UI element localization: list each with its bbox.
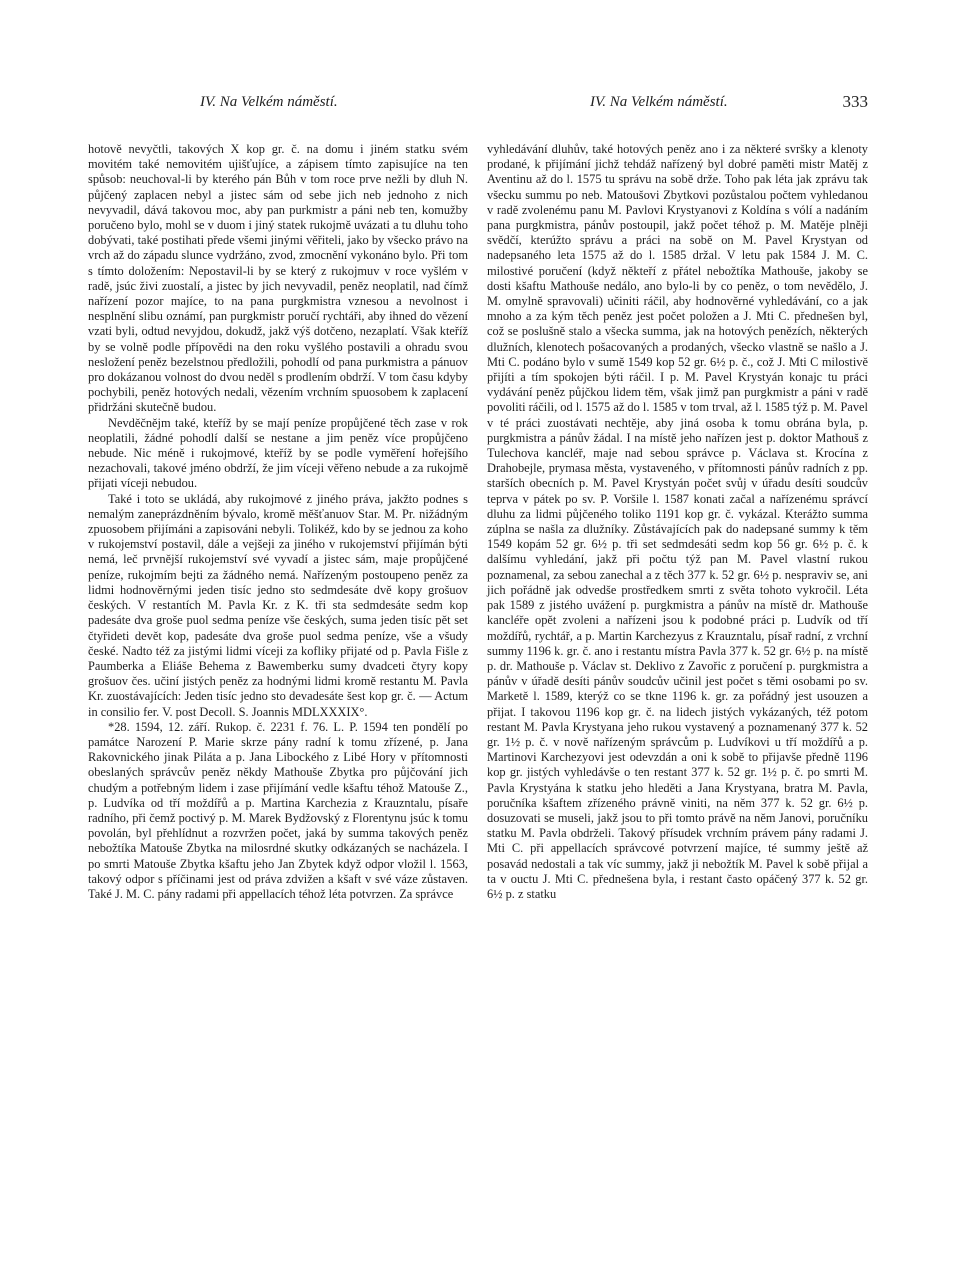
paragraph: Také i toto se ukládá, aby rukojmové z jiného práva, jakžto podnes s nemalým zaneprázdněním bývalo, kromě měšťanuov Star. M. Pr. nižádným zpuosobem přijímáni a zapisováni nebyli. Tolikéž, kdo by se jednou za koho v rukojemství postavil, dále a vejšeji za jiného v rukojemství přijímán býti nemá, leč prvnější rukojemství své vyvadí a jistec sám, maje propůjčené peníze, rukojmím bejti za žádného nemá. Nařízeným postoupeno peněz za lidmi hodnověrnými jeden tisíc jedno sto sedmdesáte dvě kopy grošuov českých. V restantích M. Pavla Kr. z K. tři sta sedmdesáte sedm kop padesáte dva groše puol sedma peníze vše českých, suma jeden tisíc pět set čtyřideti devět kop, padesáte dva groše puol sedma peníze, vše a všudy české. Nadto též za jistými lidmi víceji za kofliky přijaté od p. Pavla Fišle z Paumberka a Eliáše Behema z Bawemberku sumy dvadceti čtyry kopy grošuov čes. učiní jistých peněz za hodnými lidmi kromě restantu M. Pavla Kr. zuostávajících: Jeden tisíc jedno sto devadesáte šest kop gr. č. — Actum in consilio fer. V. post Decoll. S. Joannis MDLXXXIX°. <box>88 491 468 719</box>
paragraph: *28. 1594, 12. září. Rukop. č. 2231 f. 76. L. P. 1594 ten pondělí po památce Narození P. Marie skrze pány radní k tomu zřízené, p. Jana Rakovnického jinak Piláta a p. Jana Libockého z Libé Hory v přítomnosti obeslaných správcův peněz někdy Mathouše Zbytka pro půjčování jich chudým a potřebným lidem i zase přijímání vedle kšaftu téhož Matouše Z., p. Ludvíka od tří moždířů a p. Martina Karchezia z Krauzntalu, písaře radního, při čemž poctivý p. M. Marek Bydžovský z Florentynu jsúc k tomu povolán, byl přehlídnut a rozvržen počet, jaká by summa takových peněz nebožtíka Matouše Zbytka na milosrdné skutky odkázaných se nacházela. I po smrti Matouše Zbytka kšaftu jeho Jan Zbytek když odpor vložil l. 1563, takový odpor s příčinami jest od práva zdvižen a kšaft v své váze zůstaven. Také J. M. C. pány radami při appellacích téhož léta potvrzen. Za správce <box>88 719 468 901</box>
running-head-right: IV. Na Velkém náměstí. <box>590 94 728 110</box>
paragraph: Nevděčnějm také, kteříž by se mají peníze propůjčené těch zase v rok neoplatili, žádné pohodlí další se nestane a jim peněz více propůjčeno nebude. Nic méně i rukojmové, kteříž by se podle vyměření hořejšího nezachovali, takové jméno obdrží, že jim víceji věřeno nebude a za rukojmě přijati víceji nebudou. <box>88 415 468 491</box>
paragraph: hotově nevyčtli, takových X kop gr. č. na domu i jiném statku svém movitém také nemovitém ujišťujíce, a zápisem tímto zapisujíce na ten spůsob: neuchoval-li by kterého pán Bůh v tom roce prve nežli by dluh N. půjčený zaplacen nebyl a jistec sám od sebe jich neb jednoho z nich nevyvadil, dává takovou moc, aby pan purkmistr a páni neb ten, komužby poručeno bylo, mohl se v duom i jiný statek rukojmě uvázati a tu dluhu toho dobývati, také postihati přede všemi jinými věřiteli, jako by všecko právo na vrch až do západu slunce vydržáno, zvod, zmocnění vykonáno bylo. Při tom s tímto doložením: Nepostavil-li by se který z rukojmuv v roce vyšlém v radě, jsúc živi zuostalí, a jistec by jich nevyvadil, peněz neoplatil, nad čímž nařízení pozor majíce, to na pana purgkmistra vznesou a nevolnost i nesplnění slibu oznámí, pan purgkmistr poručí rychtáři, aby ihned do vězení vzati byli, odtud nevyjdou, dokudž, jakž výš dotčeno, nezaplatí. Však kteříž by se volně podle přípovědi na den roku vyšlého postavili a ohradu svou nesložení peněz bezelstnou předložili, pohodlí od pana purkmistra a pánuov pro dokázanou volnost do dvou neděl s prodlením obdrží. V tom času kdyby pochybili, peněz hotových nedali, vězením vrchním spuosobem k zaplacení přidržáni skutečně budou. <box>88 142 468 415</box>
paragraph: vyhledávání dluhův, také hotových peněz ano i za některé svršky a klenoty prodané, k přijímání jichž tehdáž nařízený byl dobré paměti mistr Matěj z Aventinu až do l. 1575 tu správu na sobě drže. Toho pak léta jak zprávu tak všecku summu po neb. Matoušovi Zbytkovi pozůstalou počtem vyhledanou v radě zvolenému panu M. Pavlovi Krystyanovi z Koldína s vólí a nadáním pana purgkmistra, pánův postoupil, jakž počet téhož p. M. Matěje plněji svědčí, kterúžto správu a práci na sobě on M. Pavel Krystyan od nadepsaného leta 1575 až do l. 1585 držal. V letu pak 1584 J. M. C. milostivé poručení (když někteří z přátel nebožtíka Mathouše, jakoby se dosti kšaftu Mathouše nedálo, ano bylo-li by co peněz, o tom nevědělo, J. M. omylně spravovali) učiniti ráčil, aby hodnověrné vyhledávání, co a jak mnoho a za kým těch peněz jest počet položen a J. Mti C. přednešen byl, což se poslušně stalo a všecka summa, jak na hotových penězích, některých dlužních, klenotech pošacovaných a prodaných, všecko vlastně se našlo a J. Mti C. podáno bylo v sumě 1549 kop 52 gr. 6½ p. č., což J. Mti C milostivě přijíti a tím spokojen býti ráčil. I p. M. Pavel Krystyán konajc tu práci vydávání peněz půjčkou lidem těm, však jimž pan purgkmistr a páni v radě povoliti ráčili, od l. 1575 až do l. 1585 v tom trval, až l. 1585 týž p. M. Pavel v té práci zuostávati nechtěje, aby jiná osoba k tomu obrána byla, p. purgkmistra a pánův žádal. I na místě jeho nařízen jest p. doktor Mathouš z Tulechova kancléř, maje nad sebou správce p. Václava st. Krocína z Drahobejle, prymasa města, vystaveného, v přítomnosti pánův radních z pp. starších obecních p. M. Pavel Krystyán počet svůj v úřadu desíti soudcův teprva v pátek po sv. P. Voršile l. 1587 konati začal a nařízenému správcí dluhu za lidmi půjčeného toliko 1191 kop gr. č. vykázal. Kterážto summa zúplna se našla za dlužníky. Zůstávajících pak do nadepsané summy k těm 1549 kopám 52 gr. 6½ p. tři set sedmdesáti sedm kop 56 gr. 6½ p. č. k dalšímu vyhledání, jakž při počtu týž pan M. Pavel vlastní rukou poznamenal, za sebou zanechal a z těch 377 k. 52 gr. 6½ p. nespraviv se, ani jich pořádně jak odvedše prostředkem smrti z světa tohoto vykročil. Léta pak 1589 z jistého uvážení p. purgkmistra a pánův na místě dr. Mathouše kancléře opět zvoleni a nařízeni jsou k podobné práci p. Ludvík od tří moždířů, rychtář, a p. Martin Karchezyus z Krauzntalu, písař radní, z vrchní summy 1196 k. gr. č. ano i restantu místra Pavla 377 k. 52 gr. 6½ p. na místě p. dr. Mathouše p. Václav st. Deklivo z Zavořic z poručení p. purgkmistra a pánův v úřadě desíti pánův soudcův učinil jest počet s těmi osobami po sv. Marketě l. 1589, kterýž co se tkne 1196 k. gr. za pořádný jest usouzen a přijat. I takovou 1196 kop gr. č. na lidech jistých vykázaných, též potom restant M. Pavla Krystyana jeho rukou vystavený a poznamenaný 377 k. 52 gr. 1½ p. č. v nově nařízeným správcům p. Ludvíkovi u tří moždířů a p. Martinovi Karchezyovi jest odevzdán a oni k sobě to přijavše předně 1196 kop gr. jistých vyhledávše o ten restant 377 k. 52 gr. 1½ p. č. po smrti M. Pavla Krystyána k statku jeho hleděti a Jana Krystyana, bratra M. Pavla, poručníka kšaftem zřízeného právně viniti, na něm 377 k. 52 gr. 6½ p. dosuzovati se museli, jakž jsou to při tomto právě na něm Janovi, poručníku statku M. Pavla obdrželi. Takový přísudek vrchním právem pány radami J. Mti C. při appellacích správcové potvrzení majíce, té summy ještě až posavád nedostali a tak víc summy, jakž ji nebožtík M. Pavel k sobě přijal a ta v ouctu J. Mti C. přednešena byla, i restant často opáčený 377 k. 52 gr. 6½ p. z statku <box>487 142 868 901</box>
running-head <box>88 94 868 118</box>
page-number: 333 <box>842 92 868 111</box>
running-head-left: IV. Na Velkém náměstí. <box>200 94 338 110</box>
right-column <box>487 142 868 902</box>
left-column <box>88 142 468 902</box>
